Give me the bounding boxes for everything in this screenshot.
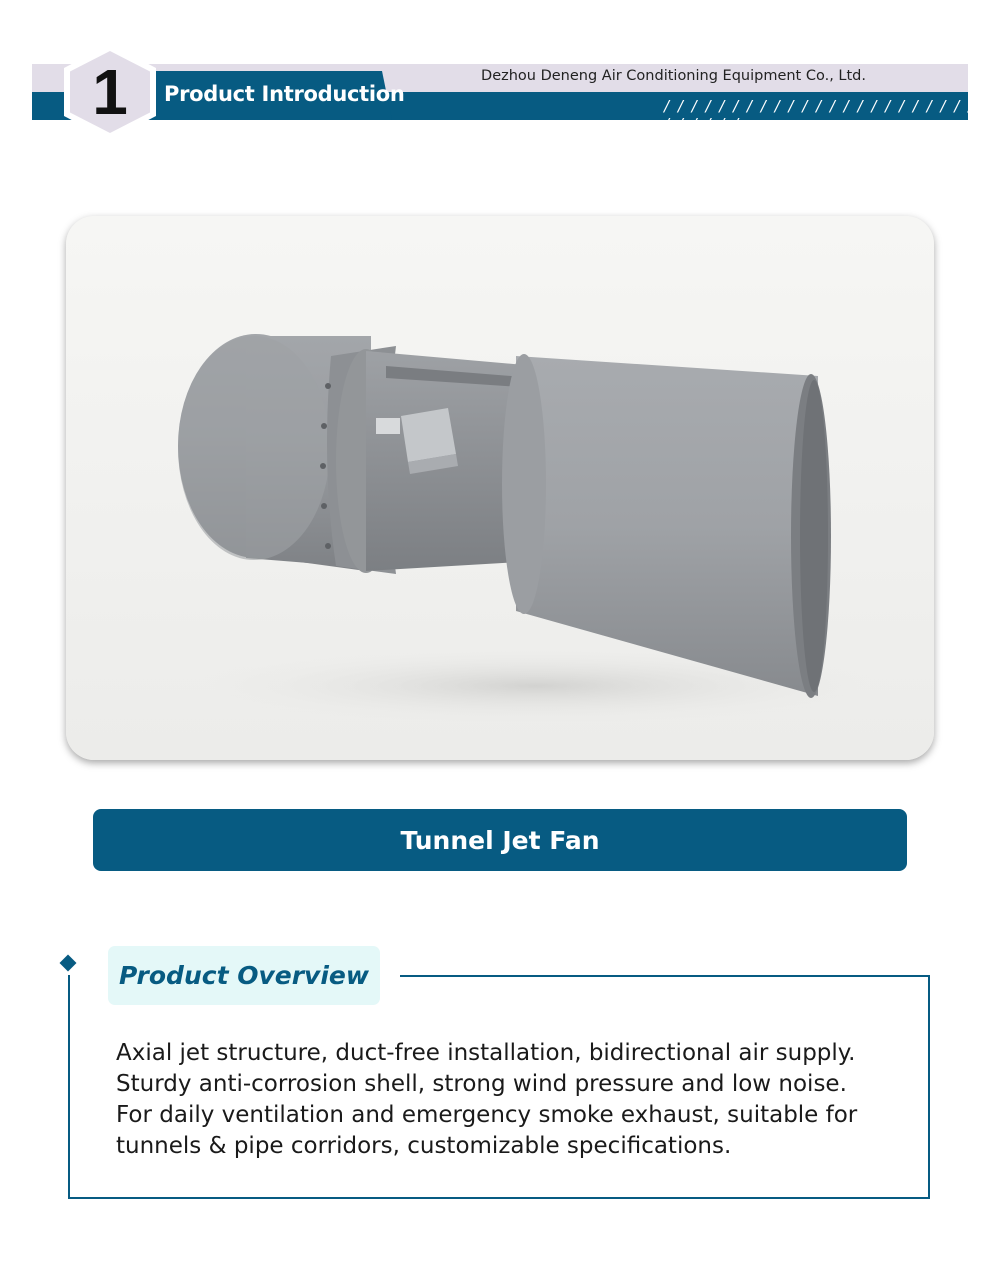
product-name-bar xyxy=(93,809,907,871)
section-title: Product Introduction xyxy=(164,82,405,106)
product-image-card xyxy=(66,216,934,760)
overview-title-badge xyxy=(108,946,380,1005)
section-number: 1 xyxy=(92,56,128,128)
overview-line: Axial jet structure, duct-free installation, bidirectional air supply. xyxy=(116,1040,856,1066)
overview-line: Sturdy anti-corrosion shell, strong wind pressure and low noise. xyxy=(116,1071,847,1097)
overview-description xyxy=(116,1038,906,1162)
tunnel-fan-illustration xyxy=(66,216,934,760)
overview-title: Product Overview xyxy=(119,961,369,990)
overview-top-line xyxy=(400,975,930,977)
overview-line: For daily ventilation and emergency smoke exhaust, suitable for xyxy=(116,1102,858,1128)
diamond-marker-icon xyxy=(60,955,77,972)
company-name: Dezhou Deneng Air Conditioning Equipment Co., Ltd. xyxy=(481,68,866,84)
header-slash-decoration: / / / / / / / / / / / / / / / / / / / / / / / / / / / / / / xyxy=(664,97,989,133)
product-name: Tunnel Jet Fan xyxy=(400,825,600,855)
overview-line: tunnels & pipe corridors, customizable specifications. xyxy=(116,1133,732,1159)
